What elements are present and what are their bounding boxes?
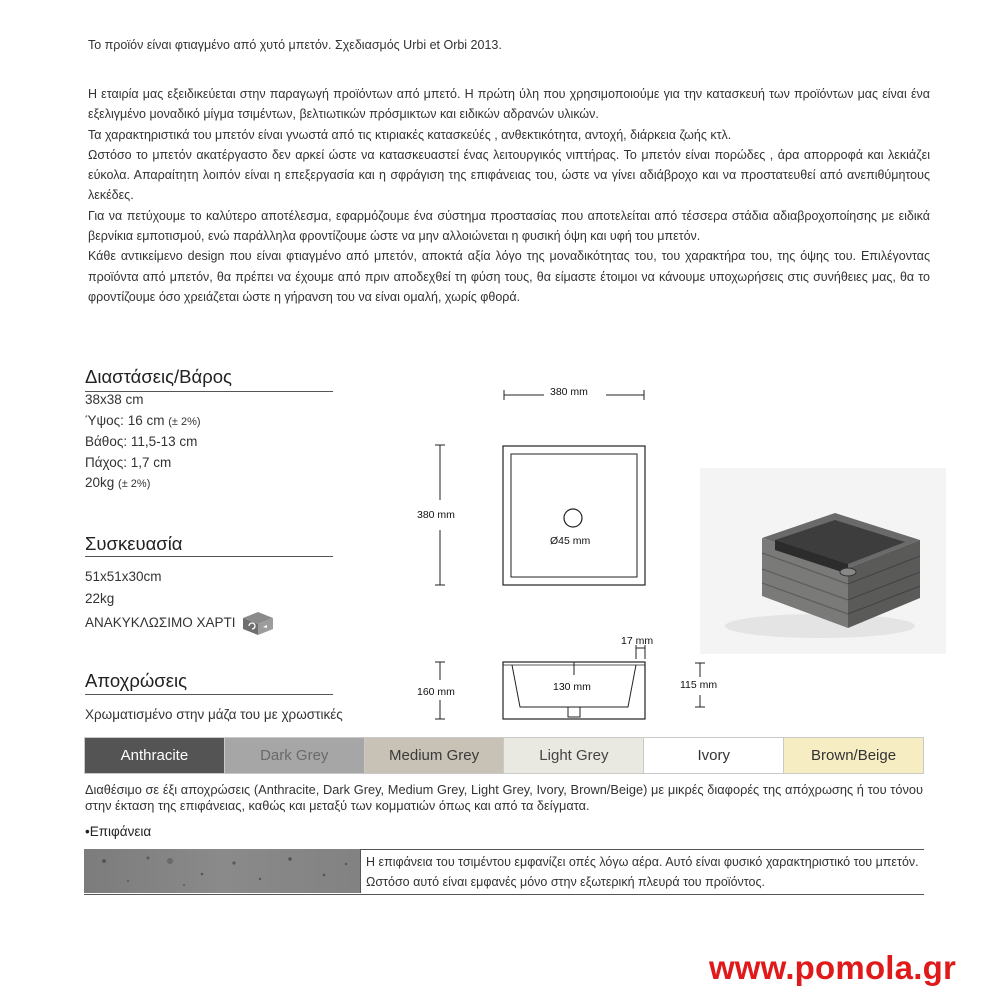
swatch-light-grey[interactable]: Light Grey <box>504 738 644 773</box>
swatch-dark-grey[interactable]: Dark Grey <box>225 738 365 773</box>
length-label: 380 mm <box>417 509 455 521</box>
dim-weight: 20kg (± 2%) <box>85 475 151 490</box>
dim-height: Ύψος: 16 cm (± 2%) <box>85 412 201 428</box>
dimensions-title: Διαστάσεις/Βάρος <box>85 366 232 387</box>
product-photo <box>700 468 946 654</box>
width-label: 380 mm <box>550 386 588 398</box>
availability-text: Διαθέσιμο σε έξι αποχρώσεις (Anthracite, Dark Grey, Medium Grey, Light Grey, Ivory, Brown/Beige) με μικρές διαφορές της απόχρωσης ή του τόνου στην έκταση της επιφάνειας, καθώς και μεταξύ των κομματιών όπως και από τα δείγματα. <box>85 782 923 813</box>
swatch-medium-grey[interactable]: Medium Grey <box>365 738 505 773</box>
paragraph: Τα χαρακτηριστικά του μπετόν είναι γνωστά από τις κτιριακές κατασκεύές , ανθεκτικότητα, αντοχή, διάρκεια ζωής κτλ. <box>88 127 732 142</box>
divider <box>85 694 333 695</box>
packaging-list <box>85 566 275 636</box>
height-label: 160 mm <box>417 686 455 698</box>
depth-label: 115 mm <box>680 679 718 691</box>
dimensions-list <box>85 390 201 495</box>
surface-label: •Επιφάνεια <box>85 824 152 839</box>
packaging-title: Συσκευασία <box>85 533 183 554</box>
divider <box>360 849 361 893</box>
website-link[interactable]: www.pomola.gr <box>708 949 956 986</box>
swatch-anthracite[interactable]: Anthracite <box>85 738 225 773</box>
intro-text: Το προϊόν είναι φτιαγμένο από χυτό μπετόν. Σχεδιασμός Urbi et Orbi 2013. <box>88 38 502 52</box>
swatch-brown-beige[interactable]: Brown/Beige <box>784 738 923 773</box>
dim-size: 38x38 cm <box>85 392 144 407</box>
dim-thickness: Πάχος: 1,7 cm <box>85 454 172 470</box>
colors-title: Αποχρώσεις <box>85 670 188 691</box>
color-swatches <box>84 737 924 774</box>
drain-label: Ø45 mm <box>550 535 591 547</box>
pack-material: ΑΝΑΚΥΚΛΩΣΙΜΟ ΧΑΡΤΙ <box>85 610 275 636</box>
recycle-box-icon <box>241 610 275 636</box>
paragraph: Για να πετύχουμε το καλύτερο αποτέλεσμα, εφαρμόζουμε ένα σύστημα προστασίας που αποτελείται από τέσσερα στάδια αδιαβροχοποίησης με ειδικά βερνίκια εμποτισμού, ενώ παράλληλα φροντίζουμε ώστε να μην αλλοιώνεται η φυσική όψη και υφή του μπετόν. <box>88 208 930 244</box>
paragraph: Ωστόσο το μπετόν ακατέργαστο δεν αρκεί ώστε να κατασκευαστεί ένας λειτουργικός νιπτήρας. Το μπετόν είναι πορώδες , άρα απορροφά και λεκιάζει εύκολα. Απαραίτητη λοιπόν είναι η επεξεργασία και η σφράγιση της επιφάνειας του, ώστε να γίνει αδιάβροχο και να προστατευθεί από ανεπιθύμητους λεκέδες. <box>88 147 930 203</box>
paragraph: Η εταιρία μας εξειδικεύεται στην παραγωγή προϊόντων από μπετό. Η πρώτη ύλη που χρησιμοποιούμε για την κατασκευή των προϊόντων μας είναι ένα εξελιγμένο μοναδικό μίγμα τσιμέντων, βελτιωτικών πρόσμικτων και ειδικών αδρανών υλικών. <box>88 87 930 122</box>
concrete-texture-image <box>84 849 360 893</box>
description <box>88 84 930 307</box>
paragraph: Κάθε αντικείμενο design που είναι φτιαγμένο από μπετόν, αποκτά αξία λόγο της μοναδικότητας του, του χαρακτήρα του, της όψης του. Επιλέγοντας προϊόντα από μπετόν, θα πρέπει να έχουμε από πριν αποδεχθεί τη φύση τους, θα είμαστε έτοιμοι να κάνουμε υποχωρήσεις στις συνήθειες μας, θα το φροντίζουμε όσο χρειάζεται ώστε η γήρανση του να είναι ομαλή, χωρίς φθορά. <box>88 249 930 304</box>
inner-base-label: 130 mm <box>553 681 591 693</box>
divider <box>85 556 333 557</box>
colors-subtitle: Χρωματισμένο στην μάζα του με χρωστικές <box>85 707 343 722</box>
swatch-ivory[interactable]: Ivory <box>644 738 784 773</box>
surface-text: Η επιφάνεια του τσιμέντου εμφανίζει οπές λόγω αέρα. Αυτό είναι φυσικό χαρακτηριστικό του μπετόν. Ωστόσο αυτό είναι εμφανές μόνο στην εξωτερική πλευρά του προϊόντος. <box>366 855 919 889</box>
wall-label: 17 mm <box>621 635 654 647</box>
pack-weight: 22kg <box>85 591 115 606</box>
pack-size: 51x51x30cm <box>85 569 162 584</box>
dim-depth: Βάθος: 11,5-13 cm <box>85 434 198 449</box>
technical-drawing <box>400 375 740 725</box>
